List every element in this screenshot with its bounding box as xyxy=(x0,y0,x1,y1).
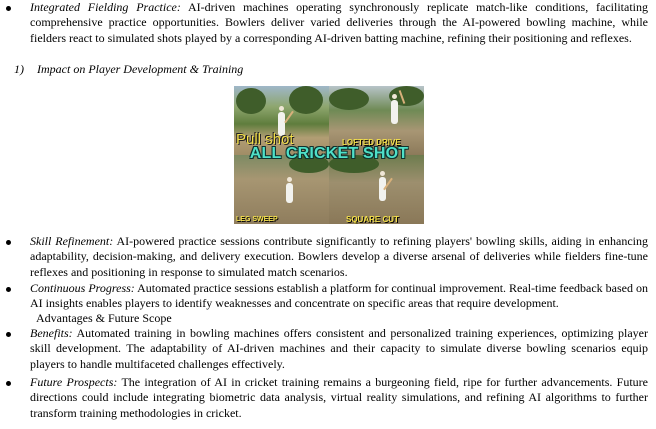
bullet-dot xyxy=(6,332,11,337)
caption-all-cricket-shot: ALL CRICKET SHOT xyxy=(249,145,409,162)
bullet-term: Benefits: xyxy=(30,326,73,340)
bullet-paragraph xyxy=(30,326,648,372)
bullet-paragraph xyxy=(30,375,648,421)
advantages-heading: Advantages & Future Scope xyxy=(36,311,172,325)
bullet-term: Integrated Fielding Practice: xyxy=(30,0,181,14)
section-heading xyxy=(14,62,243,77)
bullet-dot xyxy=(6,287,11,292)
caption-leg-sweep: LEG SWEEP xyxy=(236,216,278,223)
bullet-dot xyxy=(6,240,11,245)
bullet-paragraph xyxy=(30,281,648,312)
caption-square-cut: SQUARE CUT xyxy=(346,215,399,224)
bullet-body: Automated training in bowling machines offers consistent and personalized training experiences, optimizing player skill development. The adaptability of AI-driven machines and their capacity to simulate diverse bowling scenarios equip players to handle multifaceted challenges effectively. xyxy=(30,326,648,371)
bullet-dot xyxy=(6,381,11,386)
cricket-shots-figure xyxy=(234,86,424,224)
caption-lofted-drive: LOFTED DRIVE xyxy=(342,138,401,147)
section-number: 1) xyxy=(14,62,24,76)
bullet-dot xyxy=(6,6,11,11)
bullet-term: Continuous Progress: xyxy=(30,281,135,295)
section-title: Impact on Player Development & Training xyxy=(37,62,244,76)
caption-pull-shot: Pull shot xyxy=(236,131,294,148)
bullet-term: Skill Refinement: xyxy=(30,234,114,248)
bullet-body: AI-powered practice sessions contribute significantly to refining players' bowling skills, aiding in enhancing adaptability, decision-making, and delivery execution. Bowlers develop a diverse arsenal of deliveries while fielders fine-tune reflexes and positioning in response to simulated match scenarios. xyxy=(30,234,648,279)
bullet-term: Future Prospects: xyxy=(30,375,118,389)
bullet-body: The integration of AI in cricket training remains a burgeoning field, ripe for further advancements. Future directions could include integrating biometric data analysis, virtual reality simulations, and refining AI algorithms to further transform training methodologies in cricket. xyxy=(30,375,649,420)
bullet-body: Automated practice sessions establish a platform for continual improvement. Real-time feedback based on AI insights enables players to identify weaknesses and concentrate on specific areas that require development. xyxy=(30,281,648,311)
bullet-paragraph xyxy=(30,234,648,280)
bullet-body: AI-driven machines operating synchronously replicate match-like conditions, facilitating comprehensive practice opportunities. Bowlers deliver varied deliveries through the AI-powered bowling machine, while fielders react to simulated shots played by a corresponding AI-driven batting machine, refining their positioning and reflexes. xyxy=(30,0,648,45)
bullet-paragraph xyxy=(30,0,648,46)
